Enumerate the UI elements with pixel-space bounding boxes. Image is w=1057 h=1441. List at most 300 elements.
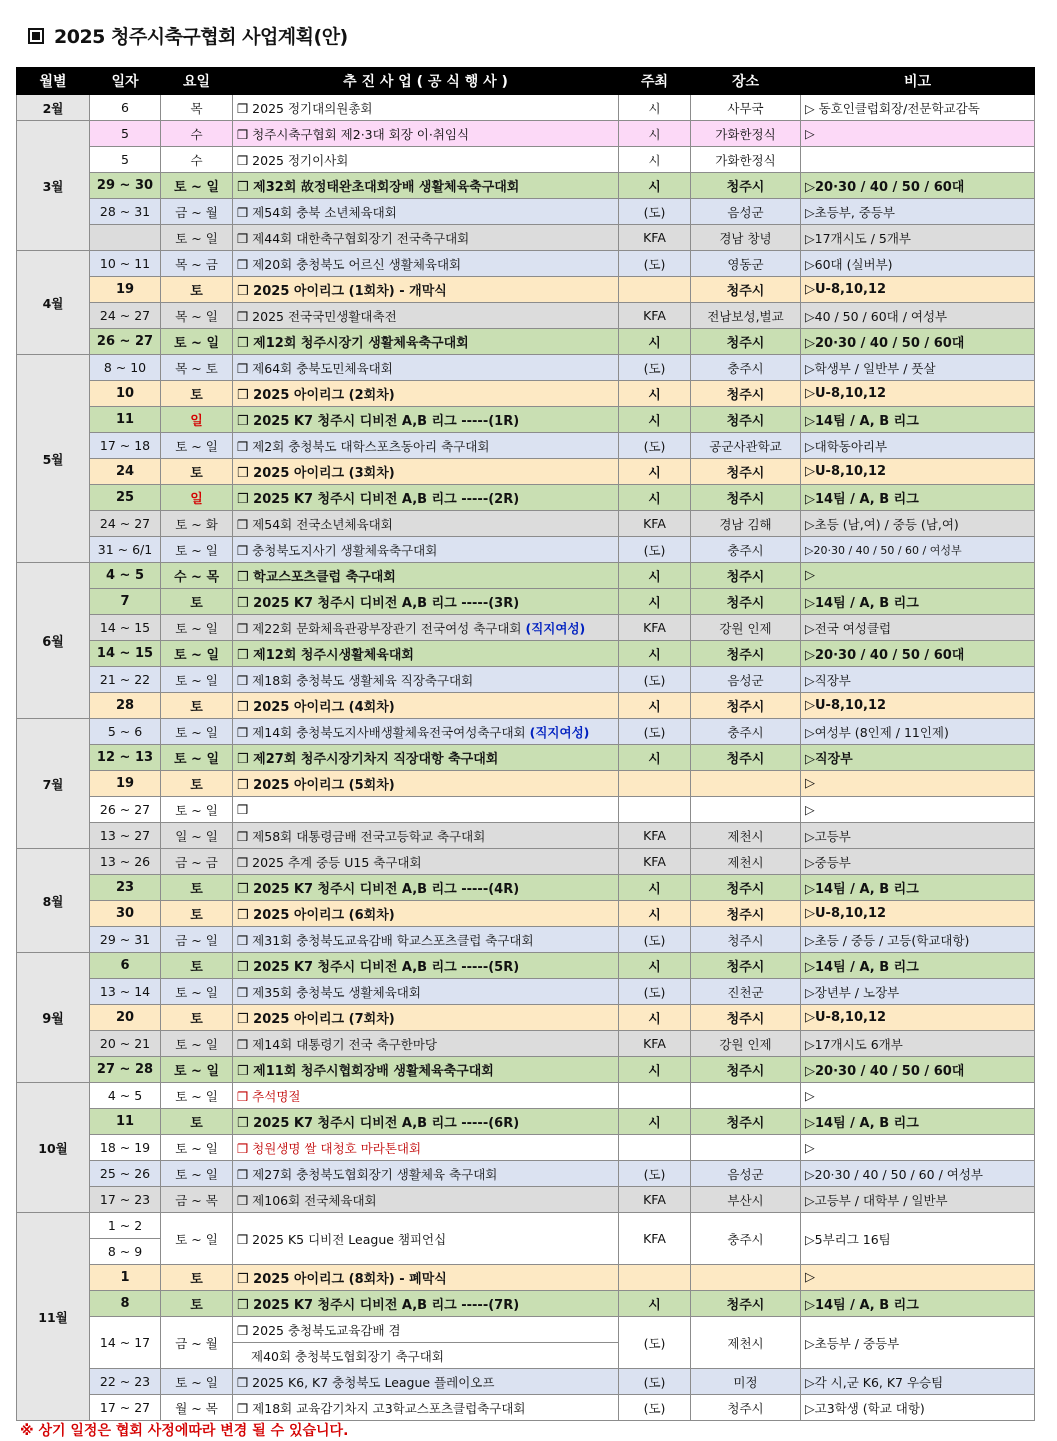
date-cell: 30: [90, 901, 161, 927]
date-cell: 11: [90, 407, 161, 433]
date-cell: 24: [90, 459, 161, 485]
host-cell: 시: [619, 1005, 691, 1031]
host-cell: [619, 1265, 691, 1291]
host-cell: 시: [619, 875, 691, 901]
date-cell: 13 ~ 27: [90, 823, 161, 849]
place-cell: 청주시: [691, 1057, 801, 1083]
month-cell: 7월: [17, 719, 90, 849]
table-row: [17, 1083, 1035, 1109]
day-cell: 목 ~ 토: [161, 355, 233, 381]
table-row: [17, 147, 1035, 173]
place-cell: 청주시: [691, 901, 801, 927]
day-cell: 토: [161, 277, 233, 303]
note-cell: ▷ 동호인클럽회장/전문학교감독: [801, 95, 1035, 121]
place-cell: 전남보성,벌교: [691, 303, 801, 329]
date-cell: 20: [90, 1005, 161, 1031]
date-cell: 19: [90, 771, 161, 797]
note-cell: ▷20·30 / 40 / 50 / 60대: [801, 173, 1035, 199]
note-cell: ▷초등 (남,여) / 중등 (남,여): [801, 511, 1035, 537]
host-cell: 시: [619, 1291, 691, 1317]
host-cell: (도): [619, 719, 691, 745]
note-cell: ▷초등 / 중등 / 고등(학교대항): [801, 927, 1035, 953]
note-cell: ▷U-8,10,12: [801, 277, 1035, 303]
place-cell: 공군사관학교: [691, 433, 801, 459]
host-cell: (도): [619, 1161, 691, 1187]
event-cell: ❒ 2025 아이리그 (8회차) - 폐막식: [233, 1265, 619, 1291]
note-cell: ▷각 시,군 K6, K7 우승팀: [801, 1369, 1035, 1395]
host-cell: 시: [619, 563, 691, 589]
header-date: 일자: [90, 68, 161, 95]
date-cell: 5: [90, 147, 161, 173]
day-cell: 토 ~ 일: [161, 433, 233, 459]
place-cell: 미정: [691, 1369, 801, 1395]
place-cell: 청주시: [691, 927, 801, 953]
host-cell: KFA: [619, 1031, 691, 1057]
place-cell: 청주시: [691, 277, 801, 303]
day-cell: 토 ~ 일: [161, 745, 233, 771]
table-row: [17, 277, 1035, 303]
event-cell: ❒ 제54회 전국소년체육대회: [233, 511, 619, 537]
note-cell: ▷14팀 / A, B 리그: [801, 1291, 1035, 1317]
day-cell: 수 ~ 목: [161, 563, 233, 589]
note-cell: ▷중등부: [801, 849, 1035, 875]
date-cell: 23: [90, 875, 161, 901]
note-cell: ▷: [801, 1135, 1035, 1161]
event-cell: ❒ 2025 K7 청주시 디비전 A,B 리그 -----(1R): [233, 407, 619, 433]
month-cell: 5월: [17, 355, 90, 563]
host-cell: KFA: [619, 823, 691, 849]
event-cell: ❒ 2025 K7 청주시 디비전 A,B 리그 -----(2R): [233, 485, 619, 511]
note-cell: ▷20·30 / 40 / 50 / 60대: [801, 1057, 1035, 1083]
host-cell: (도): [619, 433, 691, 459]
event-cell: ❒ 제12회 청주시장기 생활체육축구대회: [233, 329, 619, 355]
event-cell: ❒ 2025 아이리그 (2회차): [233, 381, 619, 407]
day-cell: 월 ~ 목: [161, 1395, 233, 1421]
place-cell: 충주시: [691, 1213, 801, 1265]
place-cell: 청주시: [691, 329, 801, 355]
day-cell: 토: [161, 589, 233, 615]
note-cell: ▷14팀 / A, B 리그: [801, 407, 1035, 433]
date-cell: 28 ~ 31: [90, 199, 161, 225]
host-cell: 시: [619, 459, 691, 485]
event-cell: ❒ 제20회 충청북도 어르신 생활체육대회: [233, 251, 619, 277]
day-cell: 목: [161, 95, 233, 121]
table-row: [17, 1213, 1035, 1239]
place-cell: 음성군: [691, 199, 801, 225]
note-cell: ▷대학동아리부: [801, 433, 1035, 459]
host-cell: KFA: [619, 303, 691, 329]
month-cell: 11월: [17, 1213, 90, 1421]
host-cell: 시: [619, 901, 691, 927]
table-row: [17, 381, 1035, 407]
host-cell: (도): [619, 1395, 691, 1421]
date-cell: 29 ~ 31: [90, 927, 161, 953]
table-row: [17, 927, 1035, 953]
date-cell: 13 ~ 14: [90, 979, 161, 1005]
date-cell: 19: [90, 277, 161, 303]
date-cell: 24 ~ 27: [90, 303, 161, 329]
place-cell: 청주시: [691, 693, 801, 719]
event-cell: ❒ 2025 K7 청주시 디비전 A,B 리그 -----(4R): [233, 875, 619, 901]
place-cell: 영동군: [691, 251, 801, 277]
host-cell: 시: [619, 693, 691, 719]
table-row: [17, 979, 1035, 1005]
event-text: ❒ 제14회 충청북도지사배생활체육전국여성축구대회: [237, 724, 526, 740]
table-row: [17, 95, 1035, 121]
table-row: [17, 797, 1035, 823]
host-cell: 시: [619, 329, 691, 355]
table-row: [17, 1369, 1035, 1395]
host-cell: (도): [619, 199, 691, 225]
host-cell: (도): [619, 251, 691, 277]
day-cell: 토 ~ 일: [161, 1135, 233, 1161]
table-row: [17, 329, 1035, 355]
note-cell: ▷고3학생 (학교 대항): [801, 1395, 1035, 1421]
header-place: 장소: [691, 68, 801, 95]
event-cell: ❒ 제58회 대통령금배 전국고등학교 축구대회: [233, 823, 619, 849]
month-cell: 6월: [17, 563, 90, 719]
place-cell: 가화한정식: [691, 147, 801, 173]
place-cell: 청주시: [691, 381, 801, 407]
month-cell: 10월: [17, 1083, 90, 1213]
table-row: [17, 589, 1035, 615]
note-cell: ▷직장부: [801, 667, 1035, 693]
day-cell: 토: [161, 901, 233, 927]
day-cell: 토: [161, 459, 233, 485]
place-cell: 부산시: [691, 1187, 801, 1213]
day-cell: 토 ~ 일: [161, 719, 233, 745]
date-cell: 5 ~ 6: [90, 719, 161, 745]
note-cell: ▷U-8,10,12: [801, 381, 1035, 407]
place-cell: 충주시: [691, 537, 801, 563]
day-cell: 토: [161, 1265, 233, 1291]
date-cell: 21 ~ 22: [90, 667, 161, 693]
place-cell: 음성군: [691, 1161, 801, 1187]
day-cell: 목 ~ 금: [161, 251, 233, 277]
page-title: [28, 22, 348, 49]
date-cell: 8 ~ 10: [90, 355, 161, 381]
date-cell: 27 ~ 28: [90, 1057, 161, 1083]
event-cell: ❒ 2025 K7 청주시 디비전 A,B 리그 -----(5R): [233, 953, 619, 979]
event-cell: ❒ 제106회 전국체육대회: [233, 1187, 619, 1213]
place-cell: 청주시: [691, 953, 801, 979]
note-cell: ▷14팀 / A, B 리그: [801, 1109, 1035, 1135]
event-cell: ❒ 2025 K7 청주시 디비전 A,B 리그 -----(7R): [233, 1291, 619, 1317]
day-cell: 토 ~ 일: [161, 1161, 233, 1187]
day-cell: 금 ~ 금: [161, 849, 233, 875]
note-cell: ▷U-8,10,12: [801, 901, 1035, 927]
host-cell: (도): [619, 537, 691, 563]
day-cell: 일: [161, 485, 233, 511]
event-cell: ❒ 제27회 청주시장기차지 직장대항 축구대회: [233, 745, 619, 771]
note-cell: ▷20·30 / 40 / 50 / 60 / 여성부: [801, 537, 1035, 563]
note-cell: ▷14팀 / A, B 리그: [801, 589, 1035, 615]
note-cell: ▷20·30 / 40 / 50 / 60대: [801, 329, 1035, 355]
event-tag: (직지여성): [529, 724, 590, 740]
place-cell: 청주시: [691, 641, 801, 667]
note-cell: ▷60대 (실버부): [801, 251, 1035, 277]
host-cell: 시: [619, 147, 691, 173]
event-cell: ❒: [233, 797, 619, 823]
square-bullet-icon: [28, 28, 44, 44]
note-cell: ▷17개시도 6개부: [801, 1031, 1035, 1057]
host-cell: KFA: [619, 225, 691, 251]
note-cell: ▷: [801, 1083, 1035, 1109]
day-cell: 목 ~ 일: [161, 303, 233, 329]
place-cell: 진천군: [691, 979, 801, 1005]
host-cell: (도): [619, 979, 691, 1005]
day-cell: 수: [161, 121, 233, 147]
date-cell: 6: [90, 95, 161, 121]
day-cell: 토 ~ 일: [161, 329, 233, 355]
month-cell: 3월: [17, 121, 90, 251]
place-cell: 청주시: [691, 875, 801, 901]
event-cell-line2: 제40회 충청북도협회장기 축구대회: [233, 1343, 619, 1369]
place-cell: 강원 인제: [691, 1031, 801, 1057]
date-cell: 17 ~ 23: [90, 1187, 161, 1213]
date-cell: 4 ~ 5: [90, 563, 161, 589]
note-cell: ▷: [801, 563, 1035, 589]
place-cell: 강원 인제: [691, 615, 801, 641]
event-cell: ❒ 2025 아이리그 (3회차): [233, 459, 619, 485]
host-cell: (도): [619, 1317, 691, 1369]
table-row: [17, 1005, 1035, 1031]
host-cell: 시: [619, 1057, 691, 1083]
note-cell: ▷학생부 / 일반부 / 풋살: [801, 355, 1035, 381]
table-row: [17, 1187, 1035, 1213]
header-month: 월별: [17, 68, 90, 95]
event-cell: ❒ 제11회 청주시협회장배 생활체육축구대회: [233, 1057, 619, 1083]
place-cell: 청주시: [691, 1291, 801, 1317]
event-cell: ❒ 제31회 충청북도교육감배 학교스포츠클럽 축구대회: [233, 927, 619, 953]
table-row: [17, 849, 1035, 875]
date-cell: 17 ~ 27: [90, 1395, 161, 1421]
event-cell: ❒ 제14회 대통령기 전국 축구한마당: [233, 1031, 619, 1057]
day-cell: 토: [161, 875, 233, 901]
event-tag: (직지여성): [525, 620, 586, 636]
day-cell: 토 ~ 일: [161, 1031, 233, 1057]
date-cell: 25: [90, 485, 161, 511]
place-cell: 청주시: [691, 1109, 801, 1135]
event-cell: ❒ 제54회 충북 소년체육대회: [233, 199, 619, 225]
place-cell: 경남 김해: [691, 511, 801, 537]
date-cell: 18 ~ 19: [90, 1135, 161, 1161]
event-cell: ❒ 제44회 대한축구협회장기 전국축구대회: [233, 225, 619, 251]
place-cell: 제천시: [691, 823, 801, 849]
place-cell: 청주시: [691, 459, 801, 485]
table-row: [17, 1057, 1035, 1083]
schedule-table: [16, 67, 1035, 1421]
day-cell: 토 ~ 일: [161, 1083, 233, 1109]
day-cell: 토 ~ 일: [161, 615, 233, 641]
date-cell: 26 ~ 27: [90, 329, 161, 355]
note-cell: ▷장년부 / 노장부: [801, 979, 1035, 1005]
note-cell: ▷초등부, 중등부: [801, 199, 1035, 225]
event-cell: [233, 615, 619, 641]
table-row: [17, 1161, 1035, 1187]
table-row: [17, 745, 1035, 771]
event-cell: ❒ 2025 정기대의원총회: [233, 95, 619, 121]
table-row: [17, 459, 1035, 485]
host-cell: 시: [619, 641, 691, 667]
host-cell: KFA: [619, 1213, 691, 1265]
date-cell: 14 ~ 17: [90, 1317, 161, 1369]
event-cell: ❒ 2025 K5 디비전 League 챔피언십: [233, 1213, 619, 1265]
event-cell: ❒ 2025 추계 중등 U15 축구대회: [233, 849, 619, 875]
date-cell: 4 ~ 5: [90, 1083, 161, 1109]
date-cell: 20 ~ 21: [90, 1031, 161, 1057]
event-cell: ❒ 2025 정기이사회: [233, 147, 619, 173]
event-cell: ❒ 학교스포츠클럽 축구대회: [233, 563, 619, 589]
event-cell: [233, 719, 619, 745]
day-cell: 토: [161, 1005, 233, 1031]
event-cell: ❒ 제18회 충청북도 생활체육 직장축구대회: [233, 667, 619, 693]
date-cell: 8 ~ 9: [90, 1239, 161, 1265]
date-cell: 26 ~ 27: [90, 797, 161, 823]
date-cell: 31 ~ 6/1: [90, 537, 161, 563]
table-row: [17, 537, 1035, 563]
date-cell: 8: [90, 1291, 161, 1317]
place-cell: 충주시: [691, 355, 801, 381]
host-cell: [619, 1135, 691, 1161]
date-cell: 17 ~ 18: [90, 433, 161, 459]
note-cell: ▷고등부: [801, 823, 1035, 849]
date-cell: 11: [90, 1109, 161, 1135]
place-cell: 음성군: [691, 667, 801, 693]
day-cell: 토: [161, 771, 233, 797]
table-row: [17, 355, 1035, 381]
place-cell: 제천시: [691, 849, 801, 875]
table-row: [17, 693, 1035, 719]
day-cell: 토 ~ 일: [161, 173, 233, 199]
table-row: [17, 1135, 1035, 1161]
host-cell: 시: [619, 745, 691, 771]
table-row: [17, 1395, 1035, 1421]
place-cell: 청주시: [691, 1395, 801, 1421]
note-cell: ▷: [801, 121, 1035, 147]
date-cell: 1 ~ 2: [90, 1213, 161, 1239]
day-cell: 토: [161, 1291, 233, 1317]
note-cell: ▷전국 여성클럽: [801, 615, 1035, 641]
note-cell: ▷17개시도 / 5개부: [801, 225, 1035, 251]
date-cell: 1: [90, 1265, 161, 1291]
event-cell: ❒ 2025 아이리그 (4회차): [233, 693, 619, 719]
place-cell: 경남 창녕: [691, 225, 801, 251]
event-cell: ❒ 2025 전국국민생활대축전: [233, 303, 619, 329]
table-row: [17, 173, 1035, 199]
note-cell: ▷14팀 / A, B 리그: [801, 953, 1035, 979]
title-text: 2025 청주시축구협회 사업계획(안): [54, 26, 348, 48]
event-cell: ❒ 2025 아이리그 (6회차): [233, 901, 619, 927]
footer-note: ※ 상기 일정은 협회 사정에따라 변경 될 수 있습니다.: [20, 1423, 349, 1439]
event-cell: ❒ 제32회 故정태완초대회장배 생활체육축구대회: [233, 173, 619, 199]
event-cell: ❒ 청원생명 쌀 대청호 마라톤대회: [233, 1135, 619, 1161]
date-cell: 22 ~ 23: [90, 1369, 161, 1395]
host-cell: 시: [619, 953, 691, 979]
host-cell: 시: [619, 485, 691, 511]
day-cell: 토 ~ 일: [161, 667, 233, 693]
month-cell: 8월: [17, 849, 90, 953]
date-cell: 25 ~ 26: [90, 1161, 161, 1187]
place-cell: 청주시: [691, 745, 801, 771]
table-row: [17, 953, 1035, 979]
header-day: 요일: [161, 68, 233, 95]
event-cell: ❒ 제64회 충북도민체육대회: [233, 355, 619, 381]
note-cell: ▷20·30 / 40 / 50 / 60대: [801, 641, 1035, 667]
place-cell: [691, 1135, 801, 1161]
event-cell: ❒ 제18회 교육감기차지 고3학교스포츠클럽축구대회: [233, 1395, 619, 1421]
table-row: [17, 823, 1035, 849]
day-cell: 일: [161, 407, 233, 433]
table-row: [17, 563, 1035, 589]
date-cell: 7: [90, 589, 161, 615]
event-cell: ❒ 청주시축구협회 제2·3대 회장 이·취임식: [233, 121, 619, 147]
date-cell: 5: [90, 121, 161, 147]
host-cell: KFA: [619, 511, 691, 537]
host-cell: [619, 1083, 691, 1109]
date-cell: 6: [90, 953, 161, 979]
table-row: [17, 1317, 1035, 1343]
date-cell: [90, 225, 161, 251]
event-cell: ❒ 제2회 충청북도 대학스포츠동아리 축구대회: [233, 433, 619, 459]
note-cell: ▷고등부 / 대학부 / 일반부: [801, 1187, 1035, 1213]
table-row: [17, 875, 1035, 901]
note-cell: ▷U-8,10,12: [801, 459, 1035, 485]
table-row: [17, 511, 1035, 537]
event-cell: ❒ 2025 충청북도교육감배 겸: [233, 1317, 619, 1343]
host-cell: 시: [619, 95, 691, 121]
table-row: [17, 433, 1035, 459]
month-cell: 4월: [17, 251, 90, 355]
table-row: [17, 641, 1035, 667]
host-cell: 시: [619, 121, 691, 147]
table-row: [17, 1031, 1035, 1057]
table-header-row: [17, 68, 1035, 95]
table-row: [17, 771, 1035, 797]
host-cell: 시: [619, 173, 691, 199]
event-cell: ❒ 추석명절: [233, 1083, 619, 1109]
place-cell: 청주시: [691, 589, 801, 615]
day-cell: 토: [161, 381, 233, 407]
host-cell: KFA: [619, 1187, 691, 1213]
place-cell: 청주시: [691, 1005, 801, 1031]
place-cell: 사무국: [691, 95, 801, 121]
day-cell: 수: [161, 147, 233, 173]
month-cell: 2월: [17, 95, 90, 121]
place-cell: 청주시: [691, 485, 801, 511]
place-cell: 충주시: [691, 719, 801, 745]
host-cell: [619, 277, 691, 303]
event-cell: ❒ 2025 K6, K7 충청북도 League 플레이오프: [233, 1369, 619, 1395]
note-cell: ▷14팀 / A, B 리그: [801, 485, 1035, 511]
host-cell: 시: [619, 407, 691, 433]
place-cell: 청주시: [691, 407, 801, 433]
event-cell: ❒ 충청북도지사기 생활체육축구대회: [233, 537, 619, 563]
place-cell: 가화한정식: [691, 121, 801, 147]
day-cell: 토: [161, 1109, 233, 1135]
note-cell: ▷20·30 / 40 / 50 / 60 / 여성부: [801, 1161, 1035, 1187]
table-row: [17, 901, 1035, 927]
date-cell: 24 ~ 27: [90, 511, 161, 537]
note-cell: ▷: [801, 771, 1035, 797]
place-cell: 청주시: [691, 173, 801, 199]
host-cell: 시: [619, 589, 691, 615]
note-cell: ▷U-8,10,12: [801, 693, 1035, 719]
event-cell: ❒ 2025 아이리그 (7회차): [233, 1005, 619, 1031]
day-cell: 토 ~ 일: [161, 641, 233, 667]
day-cell: 금 ~ 월: [161, 1317, 233, 1369]
day-cell: 토 ~ 일: [161, 537, 233, 563]
